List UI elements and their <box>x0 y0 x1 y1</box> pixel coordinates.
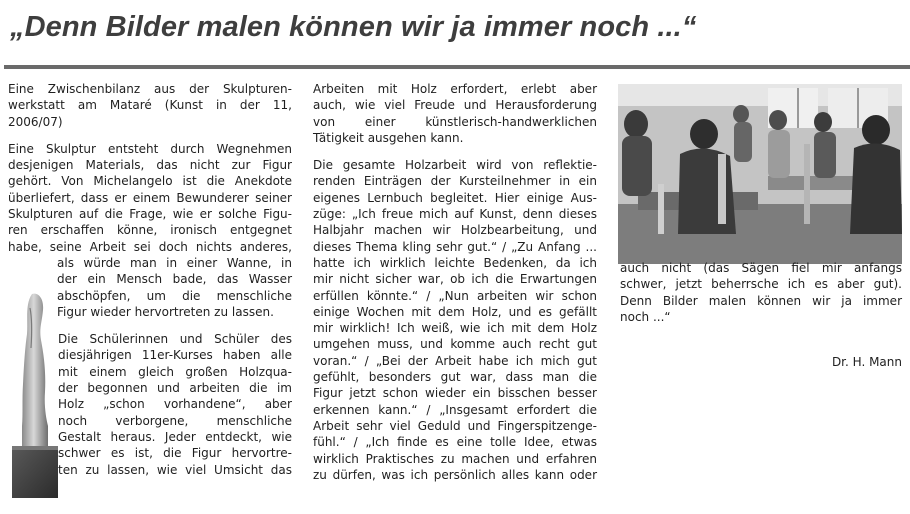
text-line: gefühlt, besonders gut war, dass man die <box>313 370 597 385</box>
text-line: auch, wie viel Freude und Herausforderung <box>313 98 597 113</box>
text-line: werkstatt am Mataré (Kunst in der 11, <box>8 98 292 113</box>
text-line: Gestalt heraus. Jeder entdeckt, wie <box>58 429 292 444</box>
workshop-photo <box>618 84 902 264</box>
text-line: zu dürfen, was ich persönlich alles kann oder <box>313 467 597 482</box>
text-line: der ein Mensch bade, das Wasser <box>57 272 292 287</box>
text-line: hatte ich wirklich leichte Bedenken, da ich <box>313 255 597 270</box>
text-line: noch verborgene, menschliche <box>58 413 292 428</box>
text-line: der begonnen und arbeiten die im <box>58 381 292 396</box>
text-line: von einer künstlerisch-handwerklichen <box>313 114 597 129</box>
text-line: Die gesamte Holzarbeit wird von reflektie- <box>313 158 597 173</box>
text-line: Skulpturen auf die Frage, wie er solche Figu- <box>8 207 292 222</box>
text-line: schwer, jetzt beherrsche ich es aber gut). <box>620 277 902 292</box>
text-line: renden Einträgen der Kursteilnehmer in ein <box>313 174 597 189</box>
text-line: mir nicht sicher war, ob ich die Erwartungen <box>313 272 597 287</box>
sculpture-photo <box>8 288 60 500</box>
text-line: ten zu lassen, wie viel Umsicht das <box>58 462 292 477</box>
text-line: mit einem gleich großen Holzqua- <box>58 364 292 379</box>
text-line: diesjährigen 11er-Kurses haben alle <box>58 348 292 363</box>
text-line: Figur wieder hervortreten zu lassen. <box>57 304 274 319</box>
text-line: fühl.“ / „Ich finde es eine tolle Idee, etwas <box>313 435 597 450</box>
text-line: erfüllen könnte.“ / „Nun arbeiten wir schon <box>313 288 597 303</box>
text-line: Arbeit sehr viel Geduld und Fingerspitzenge- <box>313 418 597 433</box>
text-line: überliefert, dass er einem Bewunderer seiner <box>8 190 292 205</box>
text-line: abschöpfen, um die menschliche <box>57 288 292 303</box>
intro-paragraph <box>8 81 292 130</box>
text-line: Arbeiten mit Holz erfordert, erlebt aber <box>313 82 597 96</box>
text-line: eigenes Lernbuch begleitet. Hier einige Aus- <box>313 190 597 205</box>
text-line: einige Wochen mit dem Holz, und es gefällt <box>313 304 597 319</box>
text-line: wirklich Praktisches zu machen und erfahren <box>313 451 597 466</box>
text-line: Die Schülerinnen und Schüler des <box>58 332 292 347</box>
text-line: 2006/07) <box>8 114 63 129</box>
author-signature: Dr. H. Mann <box>831 355 902 369</box>
text-line: auch nicht (das Sägen fiel mir anfangs <box>620 261 902 275</box>
text-line: Figur jetzt schon wieder ein bisschen besser <box>313 386 597 401</box>
text-line: Halbjahr machen wir Holzbearbeitung, und <box>313 223 597 238</box>
text-line: Tätigkeit ausgehen kann. <box>313 130 464 145</box>
text-line: schwer es ist, die Figur hervortre- <box>58 446 292 461</box>
text-line: dieses Thema kling sehr gut.“ / „Zu Anfang ... <box>313 239 597 254</box>
text-line: züge: „Ich freue mich auf Kunst, denn dieses <box>313 207 597 222</box>
paragraph-learning-journal <box>313 157 597 483</box>
text-line: Eine Zwischenbilanz aus der Skulpturen- <box>8 82 292 96</box>
text-line: desjenigen Materials, das nicht zur Figur <box>8 158 292 173</box>
paragraph-closing <box>620 260 902 325</box>
text-line: gehört. Von Michelangelo ist die Anekdote <box>8 174 292 189</box>
text-line: Eine Skulptur entsteht durch Wegnehmen <box>8 141 292 156</box>
text-line: noch ...“ <box>620 309 671 324</box>
paragraph-wood-work <box>313 81 597 146</box>
text-line: erkennen kann.“ / „Insgesamt erfordert die <box>313 402 597 417</box>
text-line: habe, seine Arbeit sei doch nichts anderes, <box>8 239 292 254</box>
column-3 <box>620 260 902 325</box>
title-divider <box>4 65 910 69</box>
text-line: mir wirklich! Ich weiß, wie ich mit dem Holz <box>313 321 597 336</box>
article-title: „Denn Bilder malen können wir ja immer noch ...“ <box>10 11 697 43</box>
text-line: umgehen muss, und komme auch recht gut <box>313 337 597 352</box>
text-line: als würde man in einer Wanne, in <box>57 255 292 270</box>
text-line: Holz „schon vorhandene“, aber <box>58 397 292 412</box>
column-2 <box>313 81 597 483</box>
text-line: Denn Bilder malen können wir ja immer <box>620 293 902 308</box>
text-line: voran.“ / „Bei der Arbeit habe ich mich gut <box>313 353 597 368</box>
text-line: ren erschaffen könne, ironisch entgegnet <box>8 223 292 238</box>
